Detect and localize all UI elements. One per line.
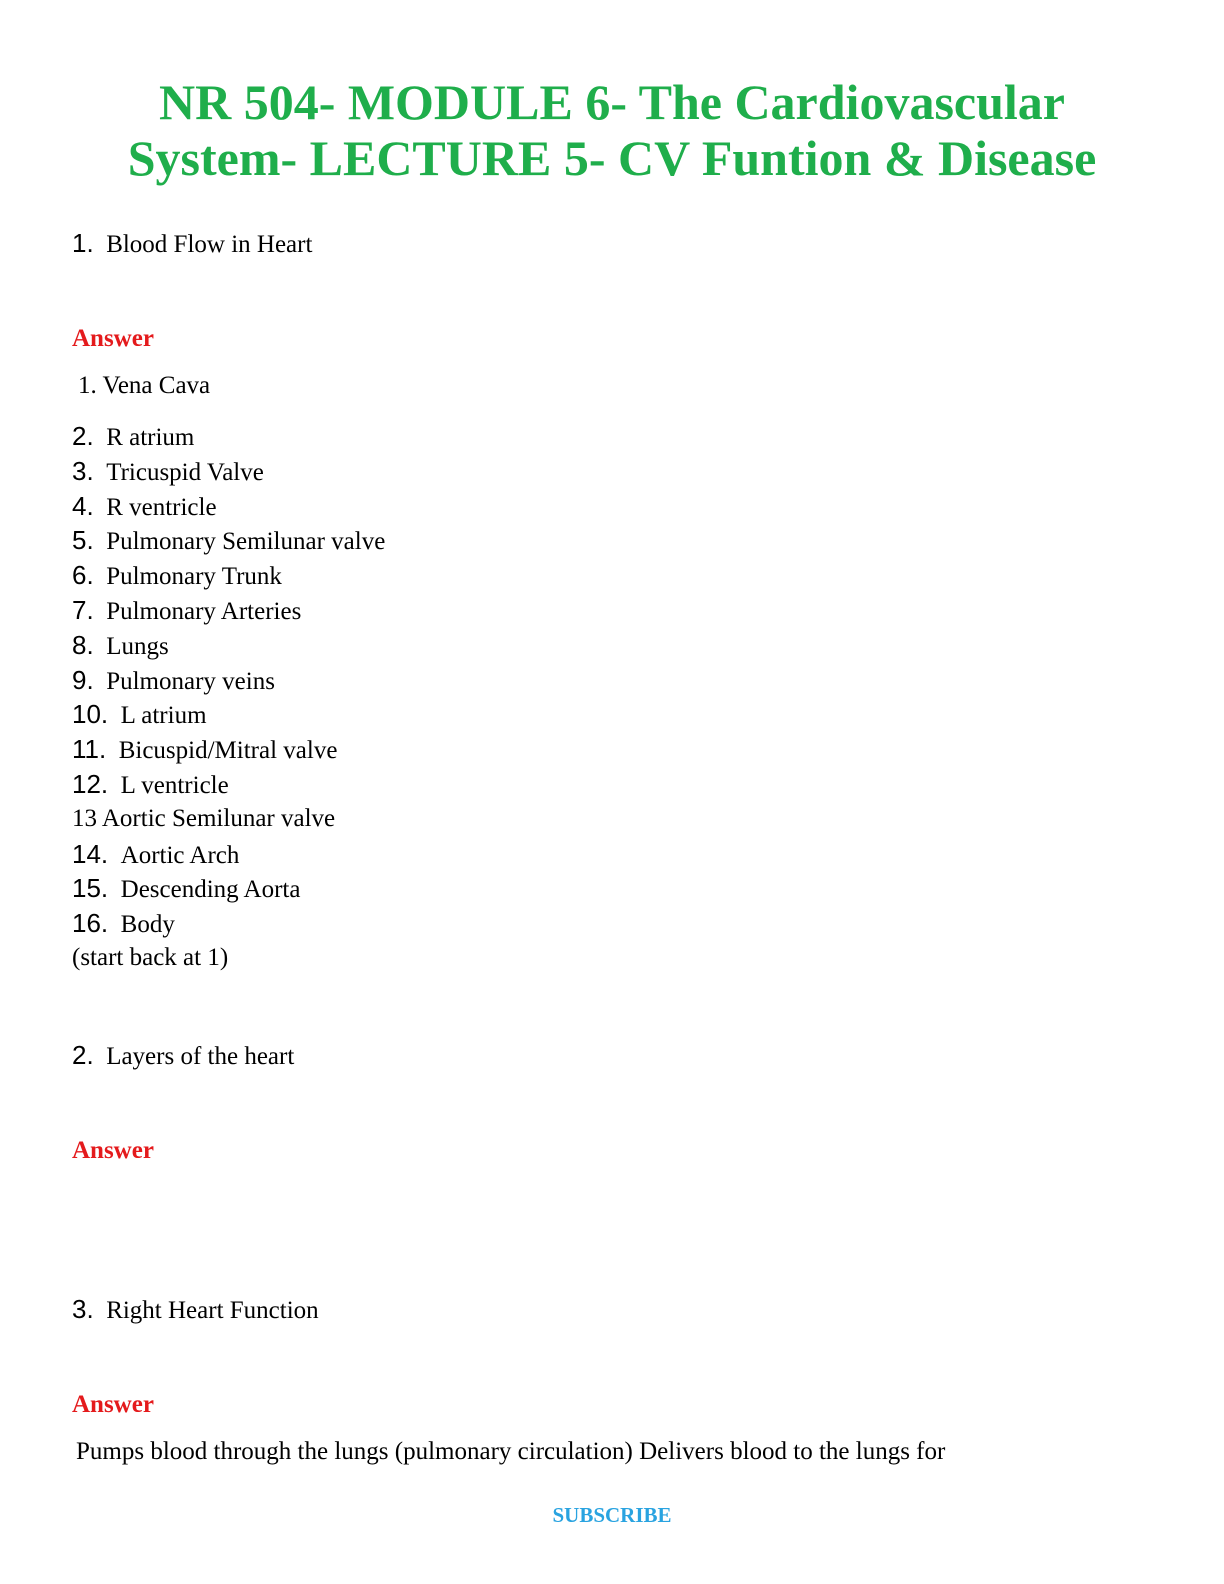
item-number: 6.	[72, 560, 94, 591]
item-number: 5.	[72, 525, 94, 556]
item-number: 10.	[72, 699, 109, 730]
blood-flow-item	[72, 802, 385, 837]
item-text: R ventricle	[106, 493, 217, 521]
item-number: 11.	[72, 734, 107, 765]
question-number: 2.	[72, 1040, 94, 1070]
question-text: Blood Flow in Heart	[106, 231, 313, 258]
question-number: 1.	[72, 228, 94, 258]
blood-flow-item	[72, 767, 385, 802]
item-text: 13 Aortic Semilunar valve	[72, 804, 336, 832]
blood-flow-item	[72, 419, 385, 454]
item-text: Aortic Arch	[120, 841, 240, 869]
question-1	[72, 228, 312, 260]
item-number: 2.	[72, 421, 94, 451]
item-text: R atrium	[106, 424, 195, 451]
question-text: Layers of the heart	[106, 1043, 295, 1070]
blood-flow-item	[72, 906, 385, 941]
blood-flow-item	[72, 558, 385, 593]
answer-label: Answer	[72, 1391, 154, 1418]
item-number: 16.	[72, 908, 109, 939]
item-number: 14.	[72, 838, 109, 869]
blood-flow-item	[72, 663, 385, 698]
answer-label: Answer	[72, 1137, 154, 1164]
item-text: L ventricle	[120, 771, 229, 799]
item-text: Lungs	[106, 632, 169, 660]
item-text: Body	[120, 911, 175, 939]
item-number: 4.	[72, 490, 94, 521]
blood-flow-list	[72, 419, 385, 976]
item-text: Tricuspid Valve	[106, 458, 264, 486]
question-2	[72, 1040, 294, 1072]
item-text: L atrium	[120, 702, 207, 730]
blood-flow-item	[72, 523, 385, 558]
blood-flow-first-item: 1. Vena Cava	[78, 372, 211, 399]
blood-flow-item	[72, 489, 385, 524]
item-text: Bicuspid/Mitral valve	[118, 737, 338, 765]
document-title	[0, 74, 1224, 186]
question-3	[72, 1294, 319, 1326]
blood-flow-item	[72, 697, 385, 732]
item-text: Pulmonary Semilunar valve	[106, 528, 386, 556]
blood-flow-item	[72, 871, 385, 906]
blood-flow-item	[72, 732, 385, 767]
item-text: Pulmonary Arteries	[106, 597, 302, 625]
item-text: Descending Aorta	[120, 876, 301, 904]
question-number: 3.	[72, 1294, 94, 1324]
right-heart-answer-text: Pumps blood through the lungs (pulmonary circulation) Delivers blood to the lungs for	[76, 1438, 946, 1465]
title-line-2: System- LECTURE 5- CV Funtion & Disease	[127, 130, 1097, 186]
item-text: Pulmonary Trunk	[106, 563, 282, 591]
item-number: 8.	[72, 629, 94, 660]
item-number: 7.	[72, 594, 94, 625]
blood-flow-item	[72, 593, 385, 628]
subscribe-link[interactable]: SUBSCRIBE	[552, 1503, 672, 1527]
item-number: 9.	[72, 664, 94, 695]
answer-label: Answer	[72, 325, 154, 352]
blood-flow-item	[72, 628, 385, 663]
blood-flow-item	[72, 941, 385, 976]
blood-flow-item	[72, 454, 385, 489]
blood-flow-item	[72, 837, 385, 872]
item-number: 15.	[72, 873, 109, 904]
item-text: (start back at 1)	[72, 943, 229, 971]
question-text: Right Heart Function	[106, 1297, 319, 1324]
item-text: Pulmonary veins	[106, 667, 275, 695]
item-number: 12.	[72, 768, 109, 799]
item-number: 3.	[72, 455, 94, 486]
title-line-1: NR 504- MODULE 6- The Cardiovascular	[158, 74, 1065, 130]
